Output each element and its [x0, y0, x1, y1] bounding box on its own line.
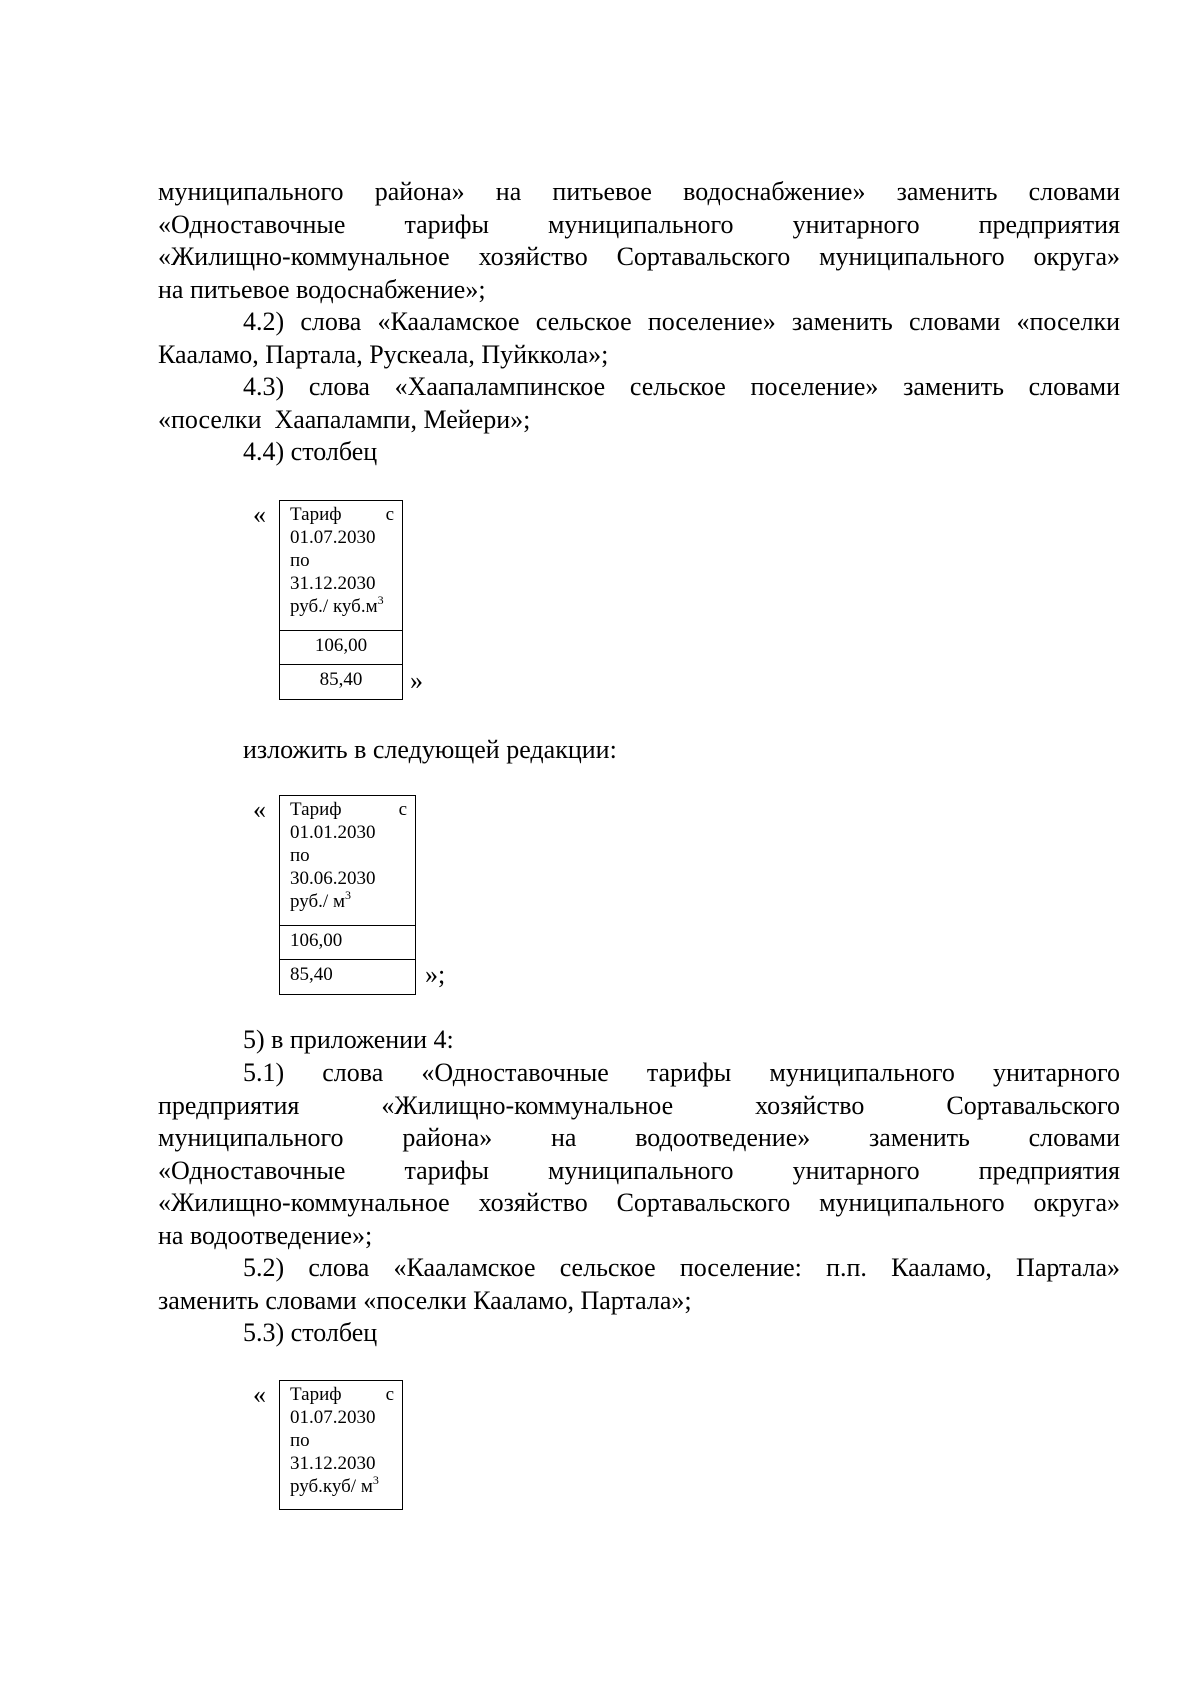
- tariff-table-header: [280, 501, 402, 631]
- table-cell: 85,40: [290, 964, 333, 985]
- tariff-table-new: [279, 795, 416, 995]
- date-from: 01.07.2030: [290, 527, 376, 548]
- header-word: Тариф: [290, 504, 342, 525]
- header-c: с: [398, 799, 407, 820]
- date-po: по: [290, 1430, 310, 1451]
- header-c: с: [385, 1384, 394, 1405]
- text-line: «Одноставочные тарифы муниципального унитарного предприятия: [158, 209, 1120, 239]
- date-to: 30.06.2030: [290, 868, 376, 889]
- unit-label: руб.куб/ $м^3$: [290, 1473, 379, 1497]
- text-line: «Жилищно-коммунальное хозяйство Сортавальского муниципального округа»: [158, 242, 1120, 271]
- text-line: заменить словами «поселки Кааламо, Партала»;: [158, 1285, 692, 1315]
- text-line: «Одноставочные тарифы муниципального унитарного предприятия: [158, 1155, 1120, 1185]
- unit-label: руб./ $м^3$: [290, 888, 351, 912]
- tariff-table-drain: [279, 1380, 403, 1510]
- table-cell: 85,40: [319, 669, 363, 690]
- text-line: предприятия «Жилищно-коммунальное хозяйство Сортавальского: [158, 1090, 1120, 1120]
- text-line: изложить в следующей редакции:: [243, 735, 617, 764]
- text-line: 5.2) слова «Кааламское сельское поселение: п.п. Кааламо, Партала»: [243, 1253, 1120, 1282]
- text-line: Кааламо, Партала, Рускеала, Пуйккола»;: [158, 339, 609, 369]
- unit-label: руб./ $куб.м^3$: [290, 593, 384, 617]
- quote-close: »: [410, 666, 423, 695]
- paragraph-5-3: [158, 1317, 1120, 1350]
- date-po: по: [290, 845, 310, 866]
- quote-open: «: [253, 1380, 266, 1409]
- tariff-table-header: [280, 796, 415, 926]
- text-line: 5.3) столбец: [243, 1318, 378, 1347]
- paragraph-5-2: [158, 1252, 1120, 1317]
- text-line: 4.2) слова «Кааламское сельское поселение» заменить словами «поселки: [243, 307, 1120, 336]
- paragraph-intro: [158, 176, 1120, 306]
- header-word: Тариф: [290, 799, 342, 820]
- date-from: 01.01.2030: [290, 822, 376, 843]
- date-to: 31.12.2030: [290, 1453, 376, 1474]
- date-from: 01.07.2030: [290, 1407, 376, 1428]
- header-word: Тариф: [290, 1384, 342, 1405]
- text-line: муниципального района» на питьевое водоснабжение» заменить словами: [158, 177, 1120, 206]
- text-line: 4.4) столбец: [243, 437, 378, 466]
- text-line: муниципального района» на водоотведение» заменить словами: [158, 1123, 1120, 1152]
- date-to: 31.12.2030: [290, 573, 376, 594]
- date-po: по: [290, 550, 310, 571]
- quote-open: «: [253, 500, 266, 529]
- quote-close: »;: [425, 960, 446, 989]
- paragraph-4-3: [158, 371, 1120, 436]
- tariff-table-header: [280, 1381, 402, 1509]
- tariff-table-old: [279, 500, 403, 700]
- quote-open: «: [253, 795, 266, 824]
- paragraph-5: [158, 1024, 1120, 1057]
- text-line: «Жилищно-коммунальное хозяйство Сортавальского муниципального округа»: [158, 1188, 1120, 1217]
- paragraph-4-2: [158, 306, 1120, 371]
- text-line: на питьевое водоснабжение»;: [158, 274, 486, 304]
- text-line: на водоотведение»;: [158, 1220, 373, 1250]
- text-line: «поселки Хаапалампи, Мейери»;: [158, 404, 531, 434]
- table-cell: 106,00: [280, 631, 402, 665]
- paragraph-5-1: [158, 1057, 1120, 1252]
- paragraph-izlozhit: [158, 734, 1120, 767]
- paragraph-4-4: [158, 436, 1120, 469]
- text-line: 5) в приложении 4:: [243, 1025, 454, 1054]
- text-line: 5.1) слова «Одноставочные тарифы муниципального унитарного: [243, 1058, 1120, 1087]
- text-line: 4.3) слова «Хаапалампинское сельское поселение» заменить словами: [243, 372, 1120, 401]
- header-c: с: [385, 504, 394, 525]
- table-cell: 106,00: [280, 926, 415, 960]
